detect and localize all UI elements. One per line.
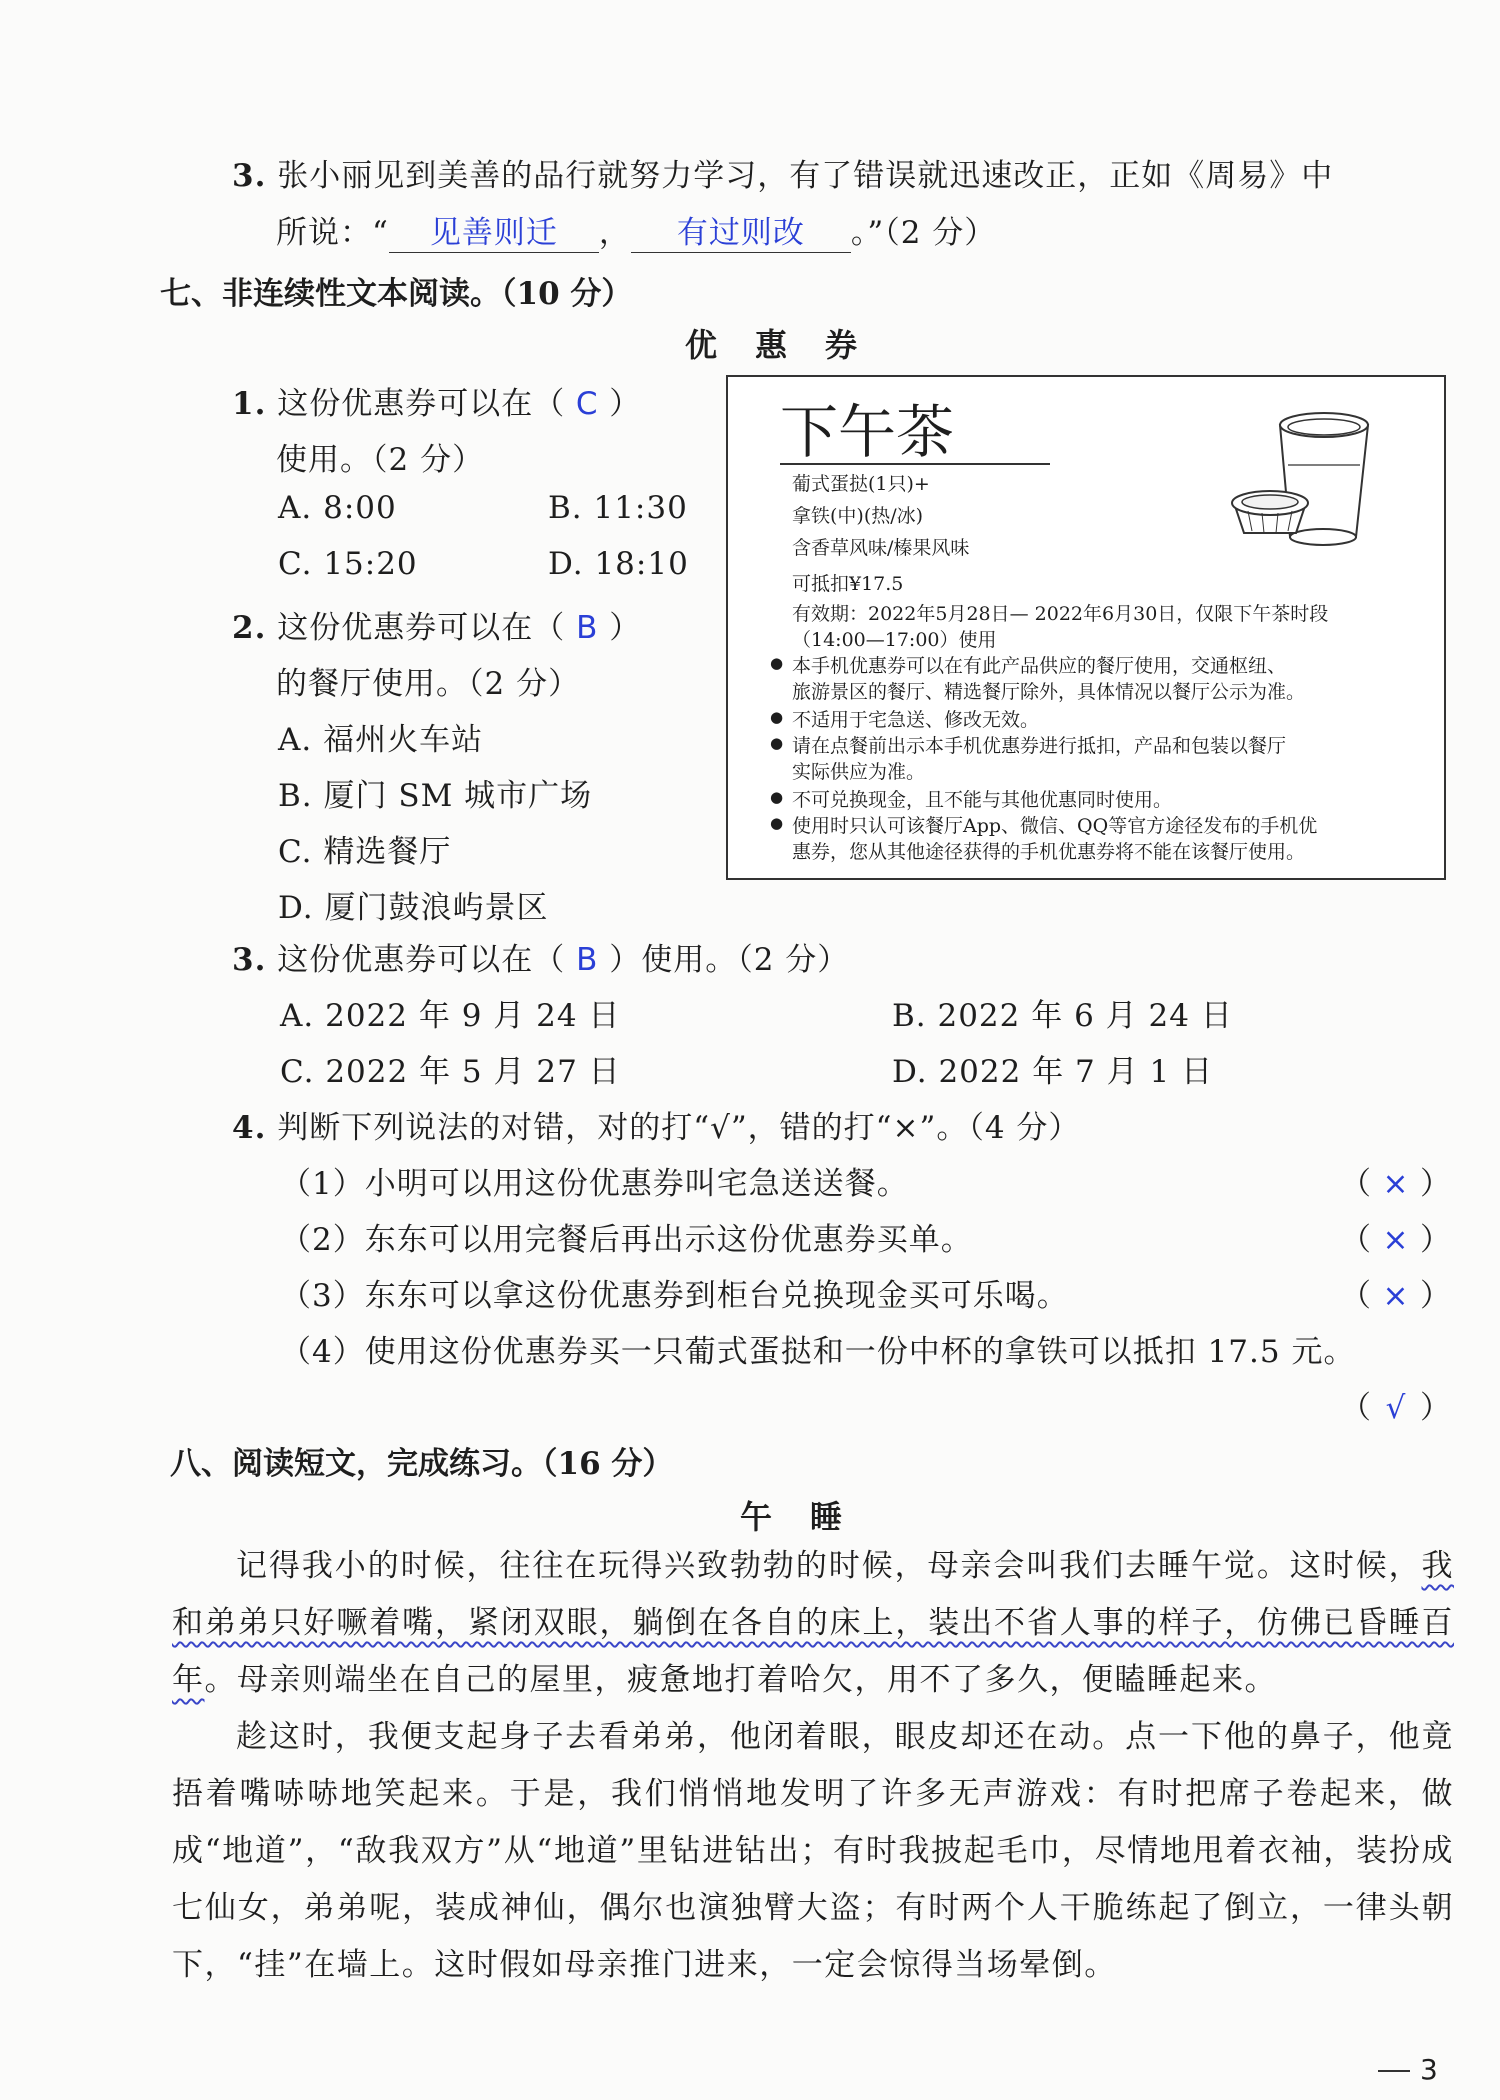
answer-text: C	[575, 386, 599, 422]
question-number: 4.	[232, 1110, 267, 1146]
answer-blank-1	[389, 207, 599, 253]
question-text: 判断下列说法的对错，对的打“√”，错的打“×”。（4 分）	[277, 1110, 1081, 1146]
judge-answer-1: （ × ）	[1340, 1166, 1452, 1202]
coupon-card	[726, 375, 1446, 880]
prev-q3-line1	[232, 150, 1333, 195]
coupon-validity: 有效期：2022年5月28日— 2022年6月30日，仅限下午茶时段	[792, 603, 1329, 625]
coupon-item: 葡式蛋挞(1只)+	[792, 473, 930, 495]
judge-answer-4: （ √ ）	[1340, 1390, 1452, 1426]
option-c: C. 2022 年 5 月 27 日	[280, 1054, 621, 1090]
question-sep: ，	[598, 215, 631, 251]
section7-heading: 七、非连续性文本阅读。（10 分）	[160, 276, 633, 312]
question-suffix: 。”（2 分）	[850, 215, 997, 251]
s7-q1-line2: 使用。（2 分）	[276, 442, 485, 478]
option-a: A. 福州火车站	[278, 722, 484, 758]
option-c: C. 15:20	[278, 546, 418, 582]
coupon-validity: （14:00—17:00）使用	[792, 629, 997, 651]
paragraph-1	[172, 1538, 1454, 1709]
coupon-item: 拿铁(中)(热/冰)	[792, 505, 924, 527]
paragraph-2: 趁这时，我便支起身子去看弟弟，他闭着眼，眼皮却还在动。点一下他的鼻子，他竟捂着嘴哧哧地笑起来。于是，我们悄悄地发明了许多无声游戏：有时把席子卷起来，做成“地道”，“敌我双方”从“地道”里钻进钻出；有时我披起毛巾，尽情地甩着衣袖，装扮成七仙女，弟弟呢，装成神仙，偶尔也演独臂大盗；有时两个人干脆练起了倒立，一律头朝下，“挂”在墙上。这时假如母亲推门进来，一定会惊得当场晕倒。	[172, 1719, 1454, 1983]
coupon-rule: ● 本手机优惠券可以在有此产品供应的餐厅使用，交通枢纽、	[792, 651, 1286, 678]
coupon-item: 含香草风味/榛果风味	[792, 537, 970, 559]
s7-q3-line1	[232, 934, 849, 979]
judge-item-4: （4）使用这份优惠券买一只葡式蛋挞和一份中杯的拿铁可以抵扣 17.5 元。	[280, 1334, 1356, 1370]
coupon-rule: ● 使用时只认可该餐厅App、微信、QQ等官方途径发布的手机优	[792, 811, 1317, 838]
judge-item-3: （3）东东可以拿这份优惠券到柜台兑换现金买可乐喝。	[280, 1278, 1069, 1314]
divider	[780, 463, 1050, 465]
passage-text: 记得我小的时候，往往在玩得兴致勃勃的时候，母亲会叫我们去睡午觉。这时候，	[236, 1548, 1422, 1584]
option-c: C. 精选餐厅	[278, 834, 452, 870]
passage-text: 。母亲则端坐在自己的屋里，疲惫地打着哈欠，用不了多久，便瞌睡起来。	[204, 1662, 1277, 1698]
judge-item-2: （2）东东可以用完餐后再出示这份优惠券买单。	[280, 1222, 973, 1258]
section8-title: 午睡	[739, 1498, 880, 1536]
judge-answer-3: （ × ）	[1340, 1278, 1452, 1314]
answer-text: ×	[1382, 1222, 1410, 1258]
question-number: 3.	[232, 942, 267, 978]
question-text: 这份优惠券可以在（	[277, 386, 566, 422]
page-number: 3	[1420, 2053, 1438, 2086]
question-number: 2.	[232, 610, 267, 646]
answer-text: 见善则迁	[429, 215, 558, 251]
prev-q3-line2	[276, 207, 996, 253]
underlined-sentence: 我和弟弟只好噘着嘴，紧闭双眼，躺倒在各自的床上，装出不省人事的样子，仿佛已昏睡百年	[172, 1548, 1454, 1698]
option-d: D. 18:10	[548, 546, 689, 582]
question-number: 1.	[232, 386, 267, 422]
coupon-rule: ● 请在点餐前出示本手机优惠券进行抵扣，产品和包装以餐厅	[792, 731, 1286, 758]
question-text: 张小丽见到美善的品行就努力学习，有了错误就迅速改正，正如《周易》中	[277, 158, 1334, 194]
answer-text: B	[576, 942, 599, 978]
question-text: ）	[609, 386, 642, 422]
coupon-rule: ● 不可兑换现金，且不能与其他优惠同时使用。	[792, 785, 1172, 812]
answer-text: ×	[1382, 1278, 1410, 1314]
coupon-discount: 可抵扣¥17.5	[792, 573, 904, 595]
answer-blank-2	[631, 207, 851, 253]
judge-item-1: （1）小明可以用这份优惠券叫宅急送送餐。	[280, 1166, 909, 1202]
answer-text: 有过则改	[676, 215, 805, 251]
coupon-rule: ● 不适用于宅急送、修改无效。	[792, 705, 1039, 732]
question-prefix: 所说：“	[276, 215, 389, 251]
option-b: B. 厦门 SM 城市广场	[278, 778, 593, 814]
reading-passage	[172, 1538, 1454, 1994]
option-d: D. 2022 年 7 月 1 日	[892, 1054, 1214, 1090]
section7-title: 优惠券	[684, 326, 895, 364]
s7-q1-line1	[232, 378, 641, 423]
answer-text: √	[1385, 1390, 1407, 1426]
coupon-rule: 实际供应为准。	[792, 761, 926, 783]
option-b: B. 2022 年 6 月 24 日	[892, 998, 1233, 1034]
question-text: ）	[609, 610, 642, 646]
question-text: 这份优惠券可以在（	[277, 942, 566, 978]
section8-heading: 八、阅读短文，完成练习。（16 分）	[170, 1446, 674, 1482]
option-d: D. 厦门鼓浪屿景区	[278, 890, 549, 926]
coffee-tart-illustration	[1178, 405, 1408, 555]
option-a: A. 8:00	[278, 490, 397, 526]
coupon-rule: 惠券，您从其他途径获得的手机优惠券将不能在该餐厅使用。	[792, 841, 1306, 863]
judge-answer-2: （ × ）	[1340, 1222, 1452, 1258]
coupon-title: 下午茶	[780, 398, 955, 466]
question-number: 3.	[232, 158, 267, 194]
s7-q2-line1	[232, 602, 641, 647]
page-dash	[1378, 2070, 1410, 2072]
coupon-rule: 旅游景区的餐厅、精选餐厅除外，具体情况以餐厅公示为准。	[792, 681, 1306, 703]
s7-q2-line2: 的餐厅使用。（2 分）	[276, 666, 581, 702]
question-text: 这份优惠券可以在（	[277, 610, 566, 646]
answer-text: ×	[1382, 1166, 1410, 1202]
option-b: B. 11:30	[548, 490, 688, 526]
s7-q4-stem	[232, 1102, 1080, 1147]
answer-text: B	[576, 610, 599, 646]
option-a: A. 2022 年 9 月 24 日	[280, 998, 621, 1034]
question-text: ）使用。（2 分）	[609, 942, 850, 978]
